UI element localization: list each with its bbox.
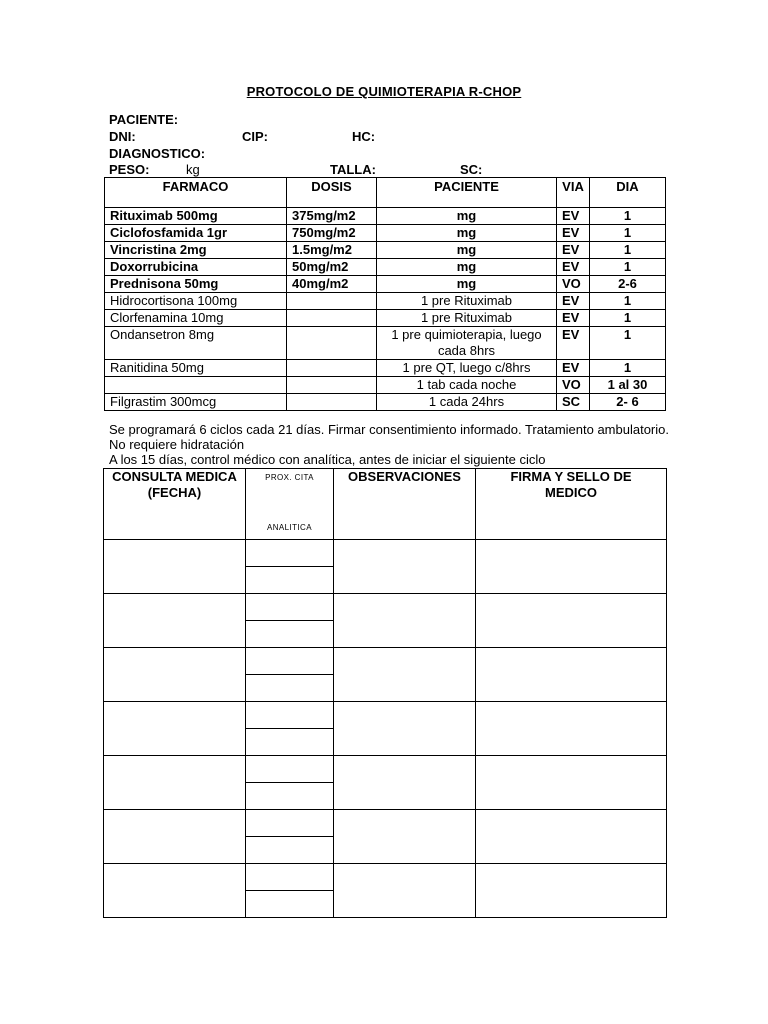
table-row [105,360,666,377]
col-header-observaciones [334,469,476,540]
table-row [105,327,666,360]
col-header-dia: DIA [590,178,666,208]
dosis-cell [287,327,377,360]
via-cell: EV [557,242,590,259]
prox-cita-cell[interactable] [246,702,334,729]
paciente-cell: 1 pre QT, luego c/8hrs [377,360,557,377]
dosis-cell [287,394,377,411]
followup-entry-row [104,702,667,729]
paciente-cell: mg [377,208,557,225]
followup-entry-row [104,756,667,783]
consulta-fecha-cell[interactable] [104,864,246,918]
dia-cell: 2-6 [590,276,666,293]
notes-line-1: Se programará 6 ciclos cada 21 días. Firmar consentimiento informado. Tratamiento ambulatorio. No requiere hidratación [109,422,669,452]
dosis-cell [287,310,377,327]
analitica-cell[interactable] [246,783,334,810]
analitica-label: ANALITICA [267,523,312,532]
table-row [105,276,666,293]
document-title: PROTOCOLO DE QUIMIOTERAPIA R-CHOP [246,84,522,99]
dia-cell: 1 [590,259,666,276]
dia-cell: 1 [590,208,666,225]
cip-label: CIP: [242,129,268,144]
via-cell: EV [557,327,590,360]
table-row [105,377,666,394]
observaciones-cell[interactable] [334,648,476,702]
sc-label: SC: [460,162,483,177]
consulta-fecha-cell[interactable] [104,540,246,594]
paciente-label: PACIENTE: [109,112,179,127]
via-cell: SC [557,394,590,411]
dosis-cell [287,293,377,310]
farmaco-cell [105,377,287,394]
followup-header-row [104,469,667,540]
consulta-fecha-cell[interactable] [104,648,246,702]
table-row [105,394,666,411]
observaciones-cell[interactable] [334,540,476,594]
prox-cita-cell[interactable] [246,810,334,837]
paciente-cell: mg [377,259,557,276]
via-cell: VO [557,377,590,394]
dni-label: DNI: [109,129,136,144]
paciente-cell: mg [377,242,557,259]
via-cell: EV [557,310,590,327]
table-row [105,310,666,327]
paciente-cell: 1 pre Rituximab [377,310,557,327]
table-row [105,242,666,259]
paciente-cell: 1 pre quimioterapia, luego cada 8hrs [377,327,557,360]
prox-cita-cell[interactable] [246,594,334,621]
via-cell: VO [557,276,590,293]
table-row [105,259,666,276]
firma-sello-cell[interactable] [476,594,667,648]
firma-sello-cell[interactable] [476,756,667,810]
analitica-cell[interactable] [246,891,334,918]
dia-cell: 1 [590,293,666,310]
dosis-cell: 50mg/m2 [287,259,377,276]
dia-cell: 1 al 30 [590,377,666,394]
analitica-cell[interactable] [246,621,334,648]
paciente-cell: mg [377,276,557,293]
paciente-cell: 1 pre Rituximab [377,293,557,310]
talla-label: TALLA: [330,162,376,177]
dosis-cell: 750mg/m2 [287,225,377,242]
observaciones-cell[interactable] [334,702,476,756]
consulta-fecha-cell[interactable] [104,756,246,810]
farmaco-cell: Ciclofosfamida 1gr [105,225,287,242]
observaciones-cell[interactable] [334,810,476,864]
analitica-cell[interactable] [246,729,334,756]
dosis-cell: 1.5mg/m2 [287,242,377,259]
prox-cita-cell[interactable] [246,540,334,567]
prox-cita-cell[interactable] [246,648,334,675]
prox-cita-cell[interactable] [246,864,334,891]
via-cell: EV [557,208,590,225]
dosis-cell [287,377,377,394]
farmaco-cell: Hidrocortisona 100mg [105,293,287,310]
followup-entry-row [104,540,667,567]
firma-sello-cell[interactable] [476,864,667,918]
analitica-cell[interactable] [246,675,334,702]
via-cell: EV [557,259,590,276]
firma-sello-cell[interactable] [476,702,667,756]
farmaco-cell: Prednisona 50mg [105,276,287,293]
col-header-via: VIA [557,178,590,208]
col-header-paciente: PACIENTE [377,178,557,208]
via-cell: EV [557,225,590,242]
protocol-notes [109,422,669,467]
dosis-cell [287,360,377,377]
farmaco-cell: Doxorrubicina [105,259,287,276]
consulta-fecha-cell[interactable] [104,702,246,756]
dia-cell: 1 [590,327,666,360]
firma-label: FIRMA Y SELLO DE MEDICO [510,469,632,500]
col-header-prox-analitica [246,469,334,540]
table-row [105,293,666,310]
paciente-cell: mg [377,225,557,242]
analitica-cell[interactable] [246,567,334,594]
prox-cita-cell[interactable] [246,756,334,783]
farmaco-cell: Ondansetron 8mg [105,327,287,360]
kg-unit: kg [186,162,200,177]
observaciones-cell[interactable] [334,864,476,918]
table-row [105,225,666,242]
dosis-cell: 40mg/m2 [287,276,377,293]
hc-label: HC: [352,129,376,144]
firma-sello-cell[interactable] [476,810,667,864]
drug-table-header-row [105,178,666,208]
col-header-consulta [104,469,246,540]
analitica-cell[interactable] [246,837,334,864]
table-row [105,208,666,225]
consulta-label: CONSULTA MEDICA (FECHA) [112,469,237,500]
followup-entry-row [104,810,667,837]
peso-label: PESO: [109,162,150,177]
followup-entry-row [104,648,667,675]
col-header-farmaco: FARMACO [105,178,287,208]
diagnostico-label: DIAGNOSTICO: [109,146,206,161]
farmaco-cell: Rituximab 500mg [105,208,287,225]
consulta-fecha-cell[interactable] [104,594,246,648]
dia-cell: 1 [590,242,666,259]
firma-sello-cell[interactable] [476,648,667,702]
dia-cell: 1 [590,310,666,327]
col-header-firma [476,469,667,540]
farmaco-cell: Clorfenamina 10mg [105,310,287,327]
farmaco-cell: Ranitidina 50mg [105,360,287,377]
prox-cita-label: PROX. CITA [265,473,314,482]
via-cell: EV [557,293,590,310]
consulta-fecha-cell[interactable] [104,810,246,864]
farmaco-cell: Filgrastim 300mcg [105,394,287,411]
paciente-cell: 1 tab cada noche [377,377,557,394]
observaciones-label: OBSERVACIONES [348,469,461,484]
followup-table [103,468,667,918]
observaciones-cell[interactable] [334,756,476,810]
dosis-cell: 375mg/m2 [287,208,377,225]
followup-entry-row [104,594,667,621]
dia-cell: 2- 6 [590,394,666,411]
firma-sello-cell[interactable] [476,540,667,594]
paciente-cell: 1 cada 24hrs [377,394,557,411]
via-cell: EV [557,360,590,377]
drug-table [104,177,666,411]
dia-cell: 1 [590,225,666,242]
dia-cell: 1 [590,360,666,377]
observaciones-cell[interactable] [334,594,476,648]
col-header-dosis: DOSIS [287,178,377,208]
farmaco-cell: Vincristina 2mg [105,242,287,259]
followup-entry-row [104,864,667,891]
notes-line-2: A los 15 días, control médico con analítica, antes de iniciar el siguiente ciclo [109,452,546,467]
